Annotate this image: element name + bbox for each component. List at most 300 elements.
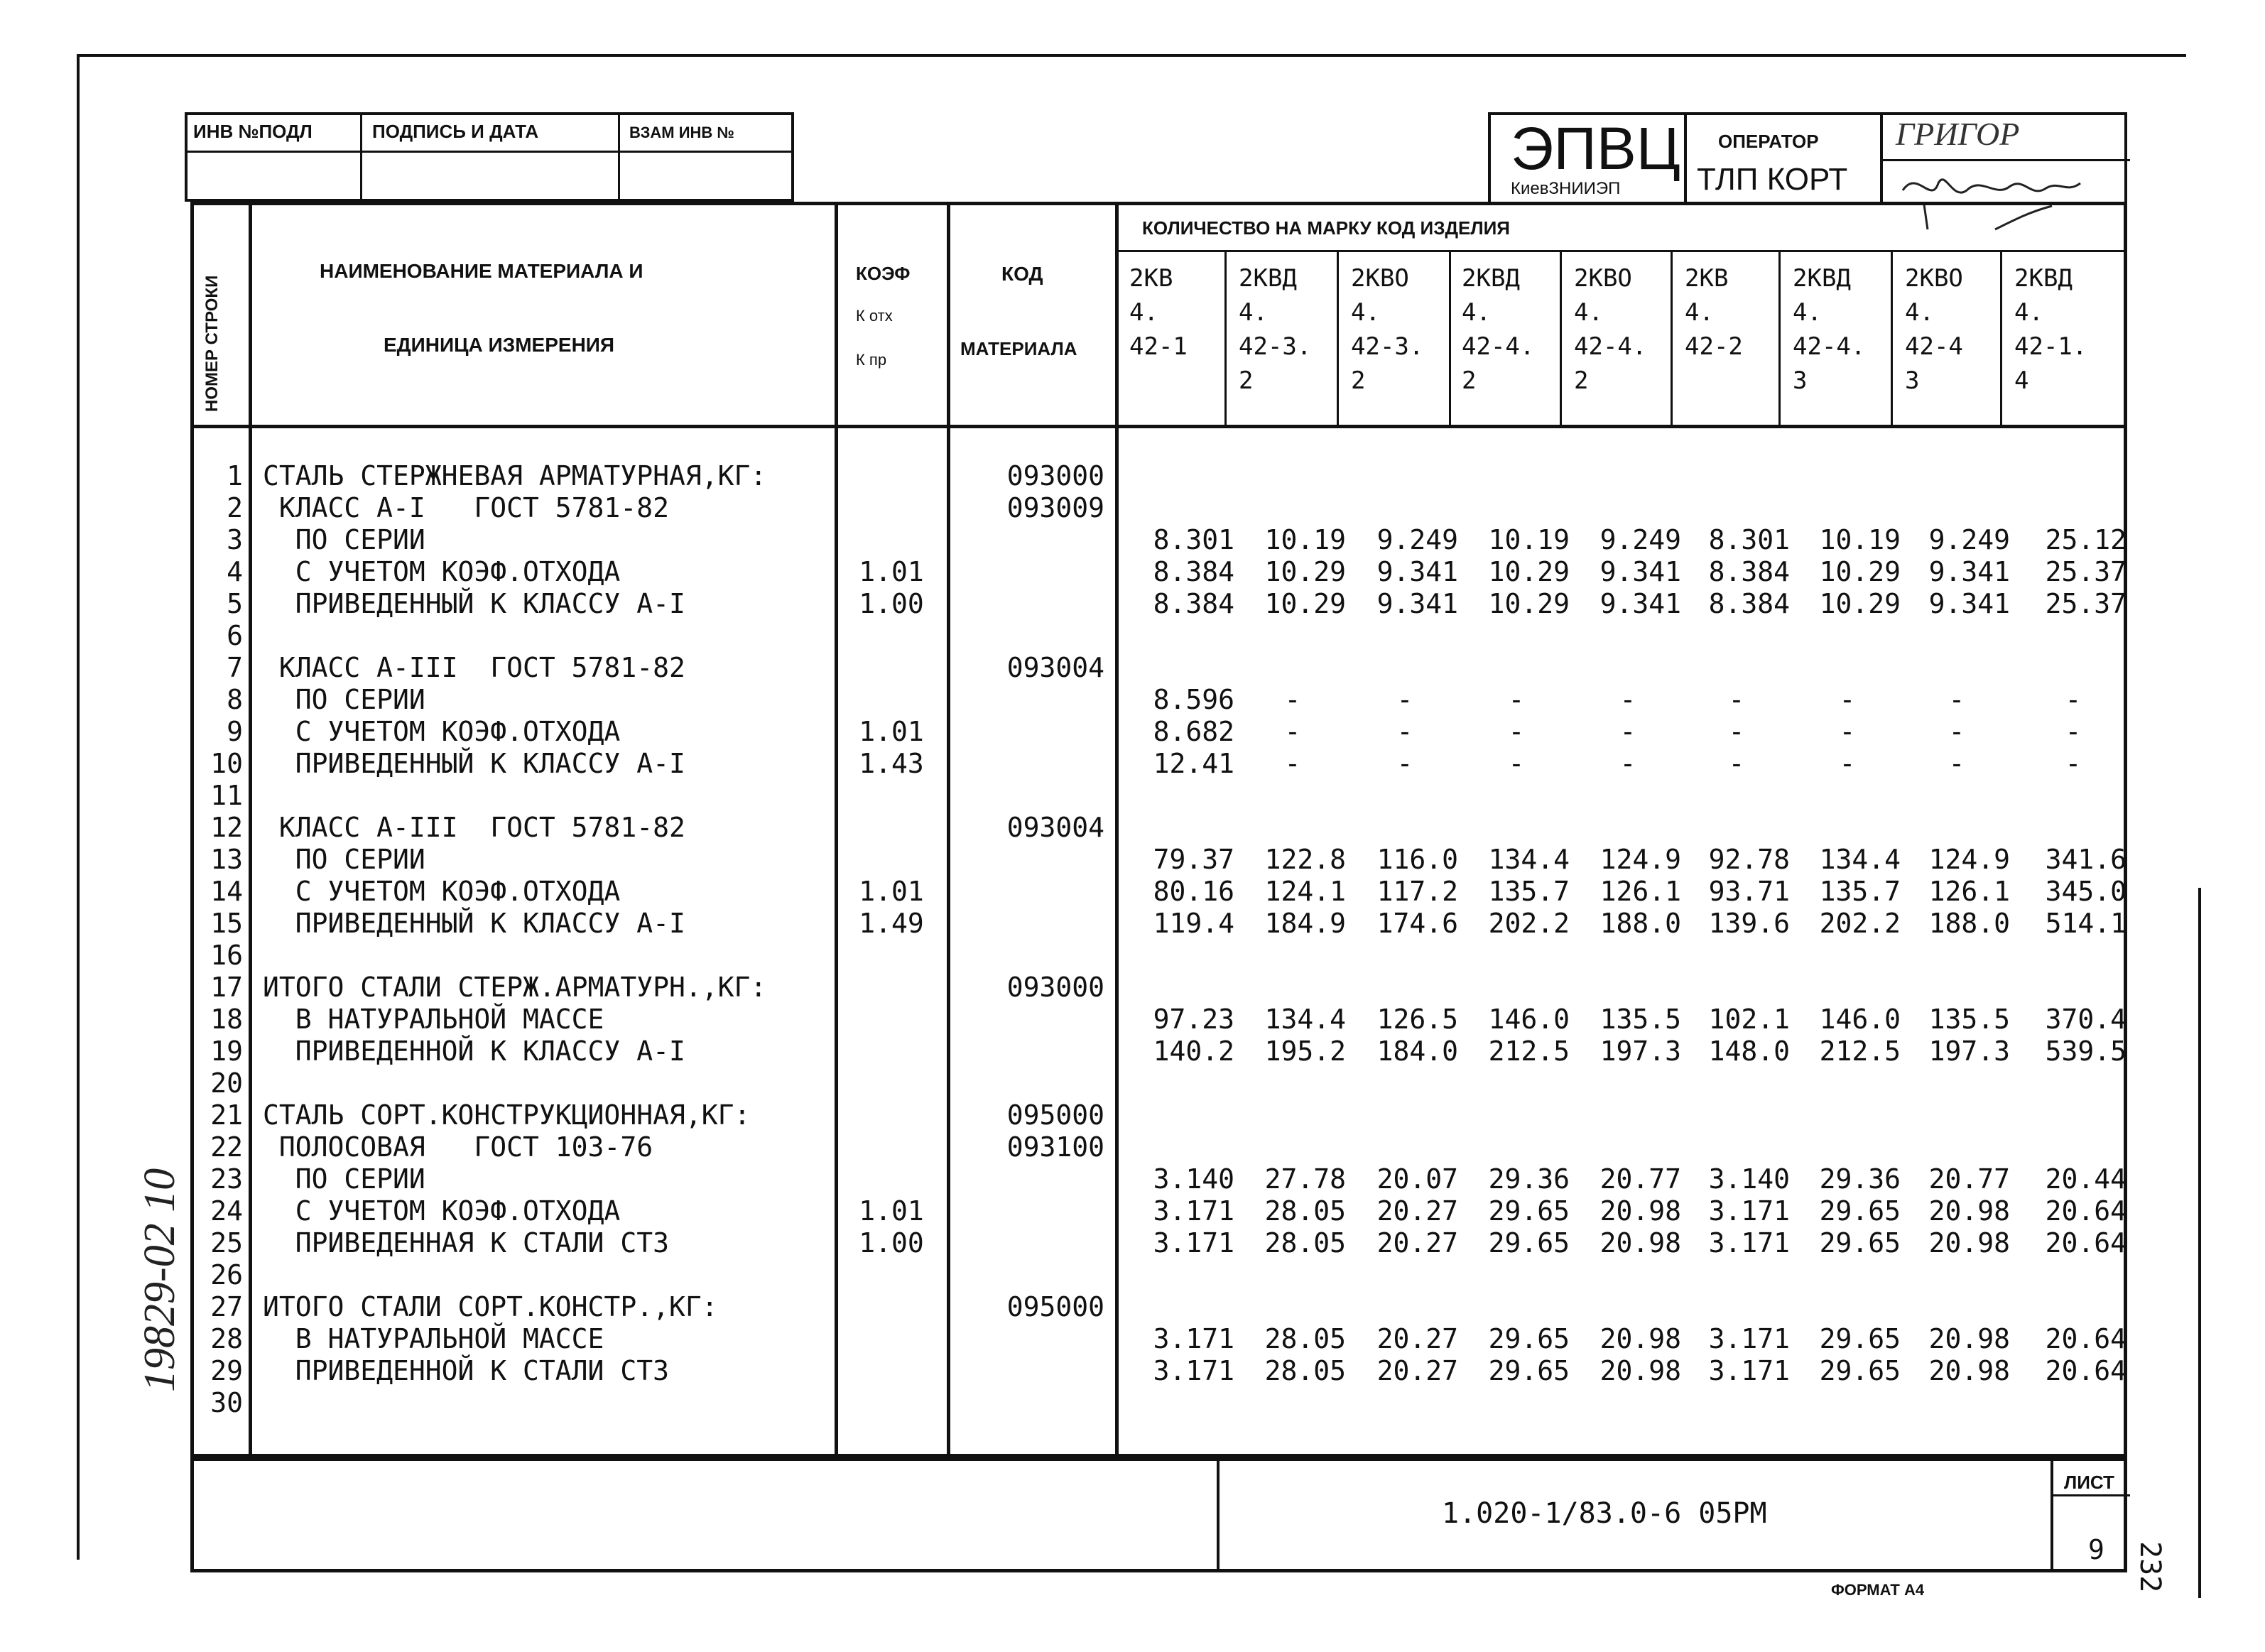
- material-name: ПРИВЕДЕННАЯ К СТАЛИ СТ3: [263, 1227, 669, 1259]
- mark-5-line-3: 42-4.: [1574, 332, 1647, 361]
- quantity-value: 3.171: [1153, 1195, 1234, 1227]
- name-header-line1: НАИМЕНОВАНИЕ МАТЕРИАЛА И: [320, 260, 643, 282]
- row-number: 15: [210, 908, 243, 939]
- row-number: 27: [210, 1291, 243, 1322]
- quantity-value: 10.29: [1488, 588, 1570, 619]
- quantity-value: [1683, 1387, 1790, 1419]
- quantity-value: [1463, 652, 1570, 684]
- material-name: ПРИВЕДЕННОЙ К СТАЛИ СТ3: [263, 1355, 669, 1386]
- material-name: КЛАСС А-III ГОСТ 5781-82: [263, 812, 685, 843]
- quantity-value: [1683, 1291, 1790, 1323]
- quantity-value: [1463, 492, 1570, 524]
- quantity-value: -: [1839, 716, 1856, 747]
- material-name: [263, 780, 831, 812]
- quantity-value: [1463, 1131, 1570, 1163]
- quantity-value: [2020, 460, 2127, 492]
- quantity-value: 197.3: [1599, 1036, 1681, 1067]
- mark-8-line-4: 3: [1905, 366, 1920, 395]
- material-code: 093100: [1006, 1131, 1104, 1163]
- quantity-value: [1794, 812, 1901, 844]
- quantity-value: 25.37: [2045, 588, 2127, 619]
- quantity-value: 29.36: [1488, 1163, 1570, 1195]
- quantity-value: 20.98: [1599, 1227, 1681, 1259]
- row-number: 19: [210, 1036, 243, 1067]
- title-block: [190, 1457, 2127, 1572]
- mark-8-line-2: 4.: [1905, 298, 1934, 327]
- quantity-value: -: [1839, 748, 1856, 779]
- coefficient: [845, 1291, 938, 1323]
- quantity-value: -: [1728, 748, 1745, 779]
- quantity-value: [1463, 620, 1570, 652]
- quantity-value: 146.0: [1488, 1004, 1570, 1035]
- quantity-value: [1903, 460, 2010, 492]
- quantity-value: 370.4: [2045, 1004, 2127, 1035]
- row-number: 14: [210, 876, 243, 907]
- quantity-value: 29.65: [1819, 1227, 1901, 1259]
- quantity-value: -: [1619, 716, 1636, 747]
- mark-4-line-2: 4.: [1462, 298, 1491, 327]
- quantity-value: [1463, 1387, 1570, 1419]
- quantity-value: [1794, 1259, 1901, 1291]
- table-row: [0, 780, 2265, 812]
- quantity-value: [1128, 492, 1234, 524]
- mark-8-line-3: 42-4: [1905, 332, 1963, 361]
- material-code: 093000: [1006, 972, 1104, 1003]
- quantity-value: 12.41: [1153, 748, 1234, 779]
- quantity-value: 102.1: [1708, 1004, 1790, 1035]
- quantity-value: 140.2: [1153, 1036, 1234, 1067]
- table-row: [0, 588, 2265, 620]
- quantity-value: 3.171: [1708, 1323, 1790, 1354]
- quantity-value: 25.12: [2045, 524, 2127, 555]
- quantity-value: 184.9: [1264, 908, 1346, 939]
- row-number: 23: [210, 1163, 243, 1195]
- quantity-value: [1575, 1387, 1681, 1419]
- coefficient: [845, 972, 938, 1004]
- table-row: [0, 1291, 2265, 1323]
- row-number: 2: [227, 492, 243, 523]
- material-name: [263, 1387, 831, 1419]
- quantity-value: 9.341: [1376, 588, 1458, 619]
- operator-value: ТЛП КОРТ: [1697, 162, 1848, 197]
- quantity-value: 20.64: [2045, 1355, 2127, 1386]
- quantity-value: 134.4: [1819, 844, 1901, 875]
- quantity-value: [1463, 1259, 1570, 1291]
- coefficient: [845, 1036, 938, 1067]
- row-number: 11: [210, 780, 243, 811]
- quantity-value: 202.2: [1819, 908, 1901, 939]
- mark-9-line-2: 4.: [2014, 298, 2043, 327]
- quantity-value: [1463, 940, 1570, 972]
- quantity-value: [1794, 1067, 1901, 1099]
- quantity-value: [1239, 1291, 1346, 1323]
- row-number: 24: [210, 1195, 243, 1227]
- material-name: ПРИВЕДЕННЫЙ К КЛАССУ А-I: [263, 748, 685, 779]
- quantity-value: [2020, 1131, 2127, 1163]
- material-code: [955, 748, 1104, 780]
- quantity-value: 10.29: [1819, 588, 1901, 619]
- quantity-value: [1575, 620, 1681, 652]
- quantity-value: 3.171: [1153, 1323, 1234, 1354]
- quantity-value: [1239, 812, 1346, 844]
- quantity-value: [1128, 1099, 1234, 1131]
- quantity-value: 139.6: [1708, 908, 1790, 939]
- archive-side-number: 19829-02 10: [136, 1168, 184, 1392]
- table-row: [0, 908, 2265, 940]
- quantity-value: [1794, 1291, 1901, 1323]
- quantity-value: [2020, 1291, 2127, 1323]
- quantity-value: [1352, 1291, 1458, 1323]
- quantity-value: [2020, 1259, 2127, 1291]
- quantity-value: [1683, 1099, 1790, 1131]
- quantity-value: [1683, 1131, 1790, 1163]
- row-number: 29: [210, 1355, 243, 1386]
- quantity-value: [1239, 972, 1346, 1004]
- quantity-value: [1352, 1387, 1458, 1419]
- quantity-value: [1575, 1099, 1681, 1131]
- coefficient: 1.00: [859, 1227, 924, 1259]
- row-number: 17: [210, 972, 243, 1003]
- quantity-value: [1239, 1067, 1346, 1099]
- coefficient: [845, 844, 938, 876]
- quantity-value: 174.6: [1376, 908, 1458, 939]
- quantity-value: [1575, 492, 1681, 524]
- quantity-value: -: [1284, 748, 1301, 779]
- quantity-value: 9.249: [1376, 524, 1458, 555]
- quantity-value: 28.05: [1264, 1355, 1346, 1386]
- quantity-value: 188.0: [1928, 908, 2010, 939]
- quantity-value: [1463, 780, 1570, 812]
- quantity-value: [1239, 1099, 1346, 1131]
- quantity-value: 514.1: [2045, 908, 2127, 939]
- quantity-value: 79.37: [1153, 844, 1234, 875]
- quantity-value: 135.5: [1599, 1004, 1681, 1035]
- table-row: [0, 1131, 2265, 1163]
- quantity-value: 25.37: [2045, 556, 2127, 587]
- mark-1-line-1: 2КВ: [1129, 264, 1173, 293]
- quantity-value: 539.5: [2045, 1036, 2127, 1067]
- quantity-value: 20.98: [1599, 1323, 1681, 1354]
- quantity-value: [1128, 460, 1234, 492]
- material-code: [955, 588, 1104, 620]
- quantity-value: [1239, 780, 1346, 812]
- coefficient: [845, 940, 938, 972]
- quantity-value: 20.77: [1928, 1163, 2010, 1195]
- quantity-value: 28.05: [1264, 1195, 1346, 1227]
- material-code: 095000: [1006, 1291, 1104, 1322]
- material-name: ПО СЕРИИ: [263, 684, 425, 715]
- quantity-value: 10.19: [1488, 524, 1570, 555]
- table-row: [0, 460, 2265, 492]
- quantity-value: [1463, 460, 1570, 492]
- table-row: [0, 876, 2265, 908]
- quantity-value: 28.05: [1264, 1323, 1346, 1354]
- quantity-value: [2020, 652, 2127, 684]
- coefficient: [845, 1163, 938, 1195]
- row-number: 1: [227, 460, 243, 491]
- quantity-value: 8.301: [1153, 524, 1234, 555]
- quantity-value: [1352, 1259, 1458, 1291]
- coefficient: [845, 780, 938, 812]
- quantity-value: -: [1948, 716, 1965, 747]
- material-code: [955, 940, 1104, 972]
- quantity-value: [1128, 620, 1234, 652]
- material-code: [955, 1227, 1104, 1259]
- coefficient: [845, 492, 938, 524]
- quantity-value: -: [1948, 684, 1965, 715]
- table-row: [0, 748, 2265, 780]
- quantity-value: [2020, 972, 2127, 1004]
- code-header-line2: МАТЕРИАЛА: [960, 338, 1077, 359]
- document-code: 1.020-1/83.0-6 05РМ: [1442, 1497, 1767, 1530]
- mark-7-line-4: 3: [1793, 366, 1808, 395]
- quantity-value: 29.65: [1819, 1355, 1901, 1386]
- quantity-value: [1794, 492, 1901, 524]
- quantity-value: 212.5: [1819, 1036, 1901, 1067]
- quantity-value: [1903, 620, 2010, 652]
- quantity-value: 3.171: [1708, 1355, 1790, 1386]
- quantity-value: 20.27: [1376, 1227, 1458, 1259]
- quantity-value: [1794, 940, 1901, 972]
- mark-5-line-4: 2: [1574, 366, 1589, 395]
- row-number: 22: [210, 1131, 243, 1163]
- quantity-value: 341.6: [2045, 844, 2127, 875]
- quantity-value: -: [1728, 716, 1745, 747]
- table-row: [0, 1227, 2265, 1259]
- quantity-value: 29.65: [1488, 1355, 1570, 1386]
- quantity-value: 8.596: [1153, 684, 1234, 715]
- quantity-value: 9.341: [1928, 588, 2010, 619]
- material-code: [955, 1259, 1104, 1291]
- table-row: [0, 940, 2265, 972]
- quantity-value: [1794, 1387, 1901, 1419]
- table-row: [0, 524, 2265, 556]
- quantity-value: 28.05: [1264, 1227, 1346, 1259]
- quantity-value: 134.4: [1488, 844, 1570, 875]
- material-name: [263, 1259, 831, 1291]
- row-number: 8: [227, 684, 243, 715]
- quantity-value: 3.140: [1153, 1163, 1234, 1195]
- mark-8-line-1: 2КВО: [1905, 264, 1963, 293]
- quantity-value: 9.249: [1928, 524, 2010, 555]
- quantity-value: [1575, 812, 1681, 844]
- row-number: 16: [210, 940, 243, 971]
- quantity-value: 135.7: [1488, 876, 1570, 907]
- material-code: 093004: [1006, 652, 1104, 683]
- row-number: 12: [210, 812, 243, 843]
- coef-header-line2: К отх: [856, 307, 893, 325]
- quantity-value: [1903, 972, 2010, 1004]
- quantity-value: [1903, 812, 2010, 844]
- quantity-value: 134.4: [1264, 1004, 1346, 1035]
- coefficient: [845, 1099, 938, 1131]
- quantity-value: [1352, 940, 1458, 972]
- quantity-value: 10.29: [1264, 556, 1346, 587]
- quantity-value: 20.98: [1928, 1195, 2010, 1227]
- quantity-value: 20.98: [1599, 1195, 1681, 1227]
- quantity-value: [1352, 620, 1458, 652]
- stamp-replace-label: ВЗАМ ИНВ №: [629, 124, 734, 141]
- row-number-header: НОМЕР СТРОКИ: [202, 275, 222, 412]
- quantity-value: [2020, 940, 2127, 972]
- qty-title-line: [1117, 250, 2127, 252]
- quantity-value: 20.07: [1376, 1163, 1458, 1195]
- quantity-value: -: [1396, 716, 1413, 747]
- coefficient: [845, 652, 938, 684]
- outer-border-top: [77, 54, 2186, 57]
- quantity-value: [2020, 1387, 2127, 1419]
- material-name: ИТОГО СТАЛИ СОРТ.КОНСТР.,КГ:: [263, 1291, 718, 1322]
- row-number: 4: [227, 556, 243, 587]
- material-code: [955, 620, 1104, 652]
- quantity-value: [1128, 1291, 1234, 1323]
- quantity-value: 3.140: [1708, 1163, 1790, 1195]
- quantity-value: 8.301: [1708, 524, 1790, 555]
- quantity-value: -: [1396, 684, 1413, 715]
- quantity-value: 135.5: [1928, 1004, 2010, 1035]
- quantity-value: 8.384: [1153, 556, 1234, 587]
- material-name: ПРИВЕДЕННЫЙ К КЛАССУ А-I: [263, 908, 685, 939]
- quantity-value: 20.27: [1376, 1323, 1458, 1354]
- coefficient: [845, 524, 938, 556]
- quantity-value: 20.98: [1928, 1227, 2010, 1259]
- mark-7-line-1: 2КВД: [1793, 264, 1851, 293]
- quantity-value: [1794, 1099, 1901, 1131]
- quantity-value: 8.384: [1153, 588, 1234, 619]
- quantity-value: [2020, 1099, 2127, 1131]
- mark-4-line-3: 42-4.: [1462, 332, 1535, 361]
- quantity-value: -: [1284, 716, 1301, 747]
- quantity-value: 10.19: [1264, 524, 1346, 555]
- coefficient: [845, 812, 938, 844]
- material-name: ПО СЕРИИ: [263, 844, 425, 875]
- mark-5-line-1: 2КВО: [1574, 264, 1632, 293]
- table-row: [0, 1387, 2265, 1419]
- quantity-value: [1903, 652, 2010, 684]
- coefficient: [845, 620, 938, 652]
- material-name: [263, 1067, 831, 1099]
- material-code: [955, 1355, 1104, 1387]
- org-block: [1488, 112, 2127, 202]
- coefficient: [845, 1387, 938, 1419]
- table-row: [0, 1323, 2265, 1355]
- quantity-value: 126.1: [1928, 876, 2010, 907]
- mark-3-line-3: 42-3.: [1351, 332, 1424, 361]
- table-row: [0, 844, 2265, 876]
- stamp-inv-label: ИНВ №ПОДЛ: [193, 121, 313, 142]
- material-code: [955, 780, 1104, 812]
- mark-5-line-2: 4.: [1574, 298, 1603, 327]
- quantity-value: 20.44: [2045, 1163, 2127, 1195]
- quantity-value: -: [1508, 684, 1525, 715]
- col-line-mark-4: [1560, 250, 1562, 428]
- mark-9-line-4: 4: [2014, 366, 2029, 395]
- table-row: [0, 1163, 2265, 1195]
- mark-2-line-3: 42-3.: [1239, 332, 1312, 361]
- quantity-value: [1683, 620, 1790, 652]
- material-code: [955, 908, 1104, 940]
- quantity-value: [1128, 1259, 1234, 1291]
- table-row: [0, 972, 2265, 1004]
- material-code: [955, 844, 1104, 876]
- quantity-value: 80.16: [1153, 876, 1234, 907]
- material-code: 093009: [1006, 492, 1104, 523]
- quantity-value: 9.249: [1599, 524, 1681, 555]
- col-line-mark-6: [1778, 250, 1781, 428]
- mark-9-line-1: 2КВД: [2014, 264, 2073, 293]
- quantity-value: [1575, 652, 1681, 684]
- mark-7-line-3: 42-4.: [1793, 332, 1866, 361]
- material-name: КЛАСС А-I ГОСТ 5781-82: [263, 492, 669, 523]
- quantity-value: [1575, 780, 1681, 812]
- quantity-value: 9.341: [1599, 588, 1681, 619]
- quantity-value: 29.65: [1819, 1195, 1901, 1227]
- quantity-value: [1683, 1067, 1790, 1099]
- quantity-value: 126.1: [1599, 876, 1681, 907]
- quantity-value: 29.65: [1819, 1323, 1901, 1354]
- quantity-value: 29.65: [1488, 1323, 1570, 1354]
- quantity-value: [1128, 972, 1234, 1004]
- quantity-value: 29.65: [1488, 1227, 1570, 1259]
- quantity-value: 20.27: [1376, 1195, 1458, 1227]
- material-name: ПО СЕРИИ: [263, 1163, 425, 1195]
- quantity-value: 9.341: [1599, 556, 1681, 587]
- header-bottom-line: [190, 425, 2127, 428]
- quantity-value: [1352, 972, 1458, 1004]
- quantity-value: 9.341: [1376, 556, 1458, 587]
- quantity-value: [1575, 972, 1681, 1004]
- quantity-value: 345.0: [2045, 876, 2127, 907]
- stamp-block: [185, 112, 794, 202]
- quantity-value: 20.98: [1928, 1355, 2010, 1386]
- quantity-value: [1683, 1259, 1790, 1291]
- quantity-value: [1352, 652, 1458, 684]
- material-name: ПО СЕРИИ: [263, 524, 425, 555]
- material-code: [955, 1067, 1104, 1099]
- row-number: 3: [227, 524, 243, 555]
- mark-3-line-1: 2КВО: [1351, 264, 1409, 293]
- quantity-value: [1903, 492, 2010, 524]
- quantity-value: [1352, 1067, 1458, 1099]
- row-number: 30: [210, 1387, 243, 1418]
- material-name: [263, 940, 831, 972]
- table-row: [0, 684, 2265, 716]
- row-number: 7: [227, 652, 243, 683]
- quantity-value: -: [1948, 748, 1965, 779]
- quantity-value: [1683, 492, 1790, 524]
- quantity-value: [1128, 780, 1234, 812]
- mark-1-line-2: 4.: [1129, 298, 1158, 327]
- material-name: С УЧЕТОМ КОЭФ.ОТХОДА: [263, 556, 621, 587]
- material-code: [955, 556, 1104, 588]
- coefficient: [845, 1131, 938, 1163]
- quantity-value: [1683, 780, 1790, 812]
- col-line-mark-3: [1449, 250, 1451, 428]
- coefficient: 1.01: [859, 876, 924, 907]
- quantity-value: 135.7: [1819, 876, 1901, 907]
- row-number: 13: [210, 844, 243, 875]
- table-row: [0, 1004, 2265, 1036]
- quantity-value: [2020, 780, 2127, 812]
- material-code: 093004: [1006, 812, 1104, 843]
- quantity-value: 29.36: [1819, 1163, 1901, 1195]
- material-code: [955, 1036, 1104, 1067]
- quantity-value: 146.0: [1819, 1004, 1901, 1035]
- quantity-value: 97.23: [1153, 1004, 1234, 1035]
- quantity-value: [1239, 1387, 1346, 1419]
- quantity-value: [1575, 1259, 1681, 1291]
- coefficient: [845, 1355, 938, 1387]
